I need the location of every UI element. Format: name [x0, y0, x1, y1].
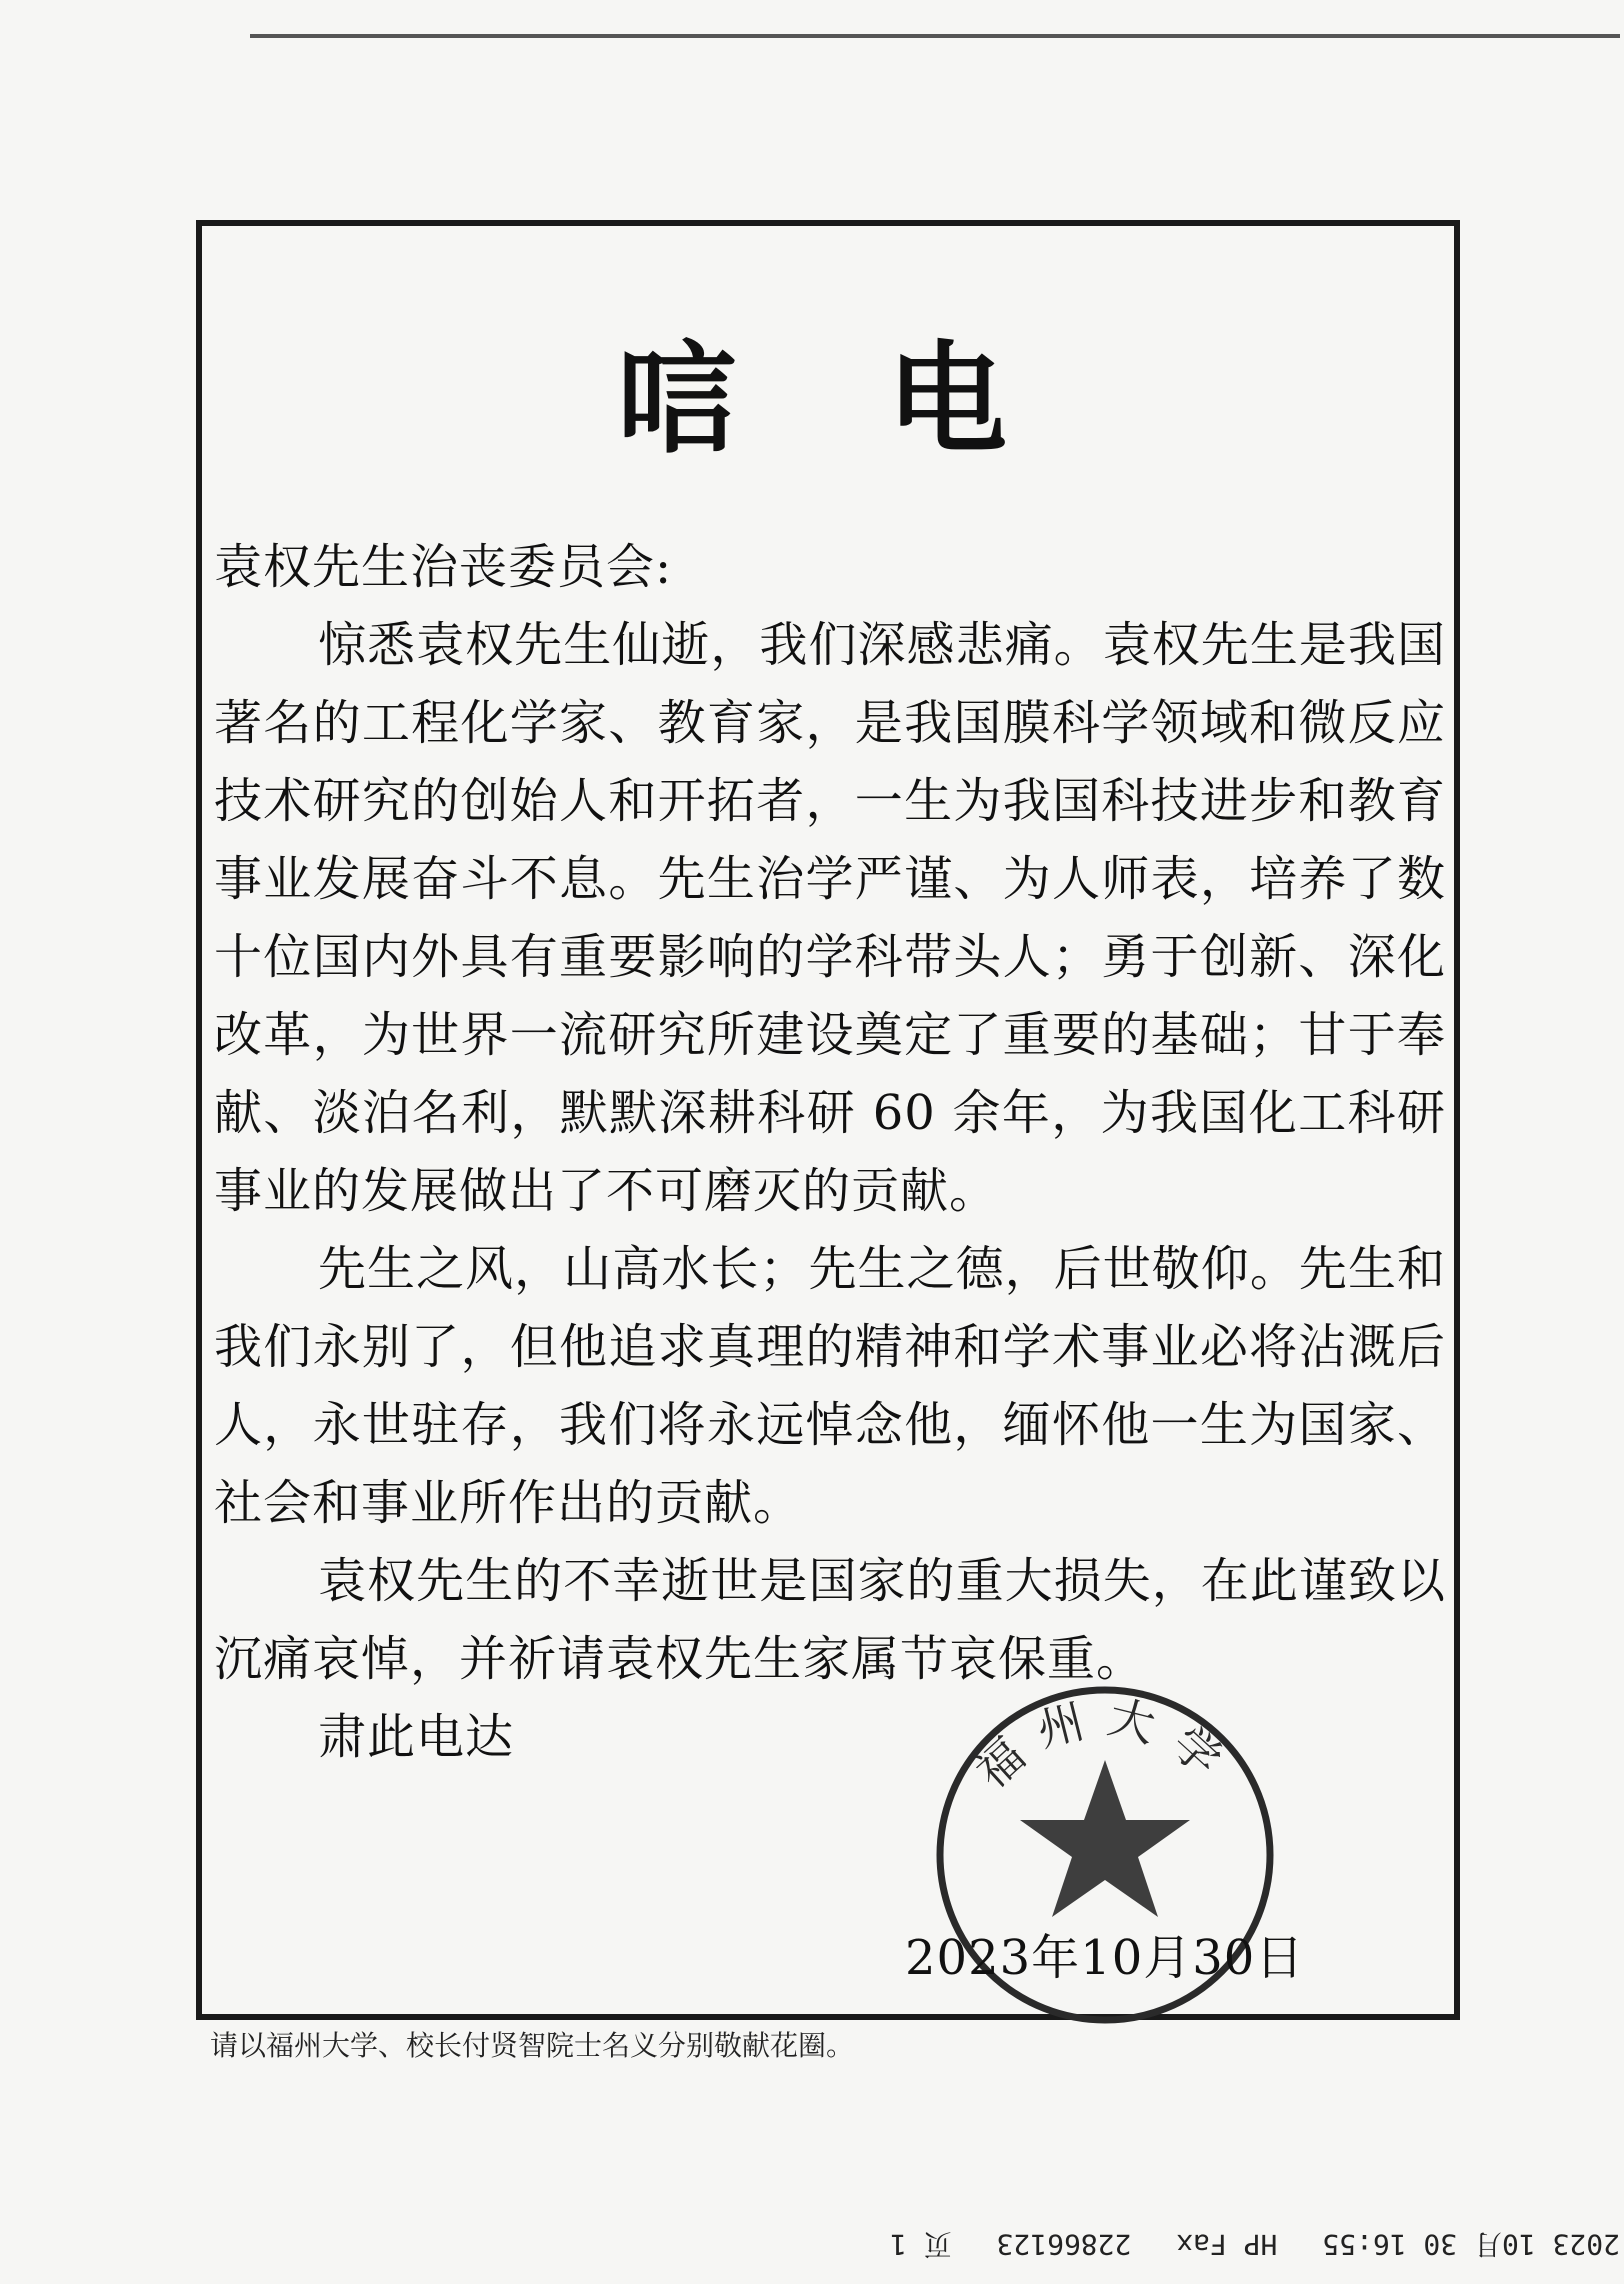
fax-datetime: 2023 10月 30 16:55 [1322, 2228, 1620, 2261]
salutation: 袁权先生治丧委员会: [214, 539, 673, 595]
top-scan-line [250, 34, 1620, 38]
paragraph-2: 先生之风，山高水长；先生之德，后世敬仰。先生和我们永别了，但他追求真理的精神和学术事业必将沾溉后人，永世驻存，我们将永远悼念他，缅怀他一生为国家、社会和事业所作出的贡献。 [214, 1241, 1446, 1531]
closing-line: 肃此电达 [318, 1709, 515, 1765]
fax-number: 22866123 [996, 2228, 1132, 2261]
footnote: 请以福州大学、校长付贤智院士名义分别敬献花圈。 [210, 2029, 855, 2062]
seal-text: 福州大学 [964, 1689, 1246, 1799]
fax-page: 页 1 [889, 2228, 952, 2261]
signature-date: 2023年10月30日 [905, 1930, 1305, 1986]
page-title: 唁电 [617, 329, 1157, 470]
paragraph-3: 袁权先生的不幸逝世是国家的重大损失，在此谨致以沉痛哀悼，并祈请袁权先生家属节哀保重。 [214, 1553, 1446, 1687]
fax-header [770, 2226, 1620, 2266]
seal-star-icon [1020, 1760, 1190, 1917]
fax-device: HP Fax [1176, 2228, 1278, 2261]
paragraph-1: 惊悉袁权先生仙逝，我们深感悲痛。袁权先生是我国著名的工程化学家、教育家，是我国膜科学领域和微反应技术研究的创始人和开拓者，一生为我国科技进步和教育事业发展奋斗不息。先生治学严谨、为人师表，培养了数十位国内外具有重要影响的学科带头人；勇于创新、深化改革，为世界一流研究所建设奠定了重要的基础；甘于奉献、淡泊名利，默默深耕科研 60 余年，为我国化工科研事业的发展做出了不可磨灭的贡献。 [214, 617, 1446, 1219]
university-seal [915, 1665, 1295, 2045]
letter-body [214, 528, 1446, 1776]
